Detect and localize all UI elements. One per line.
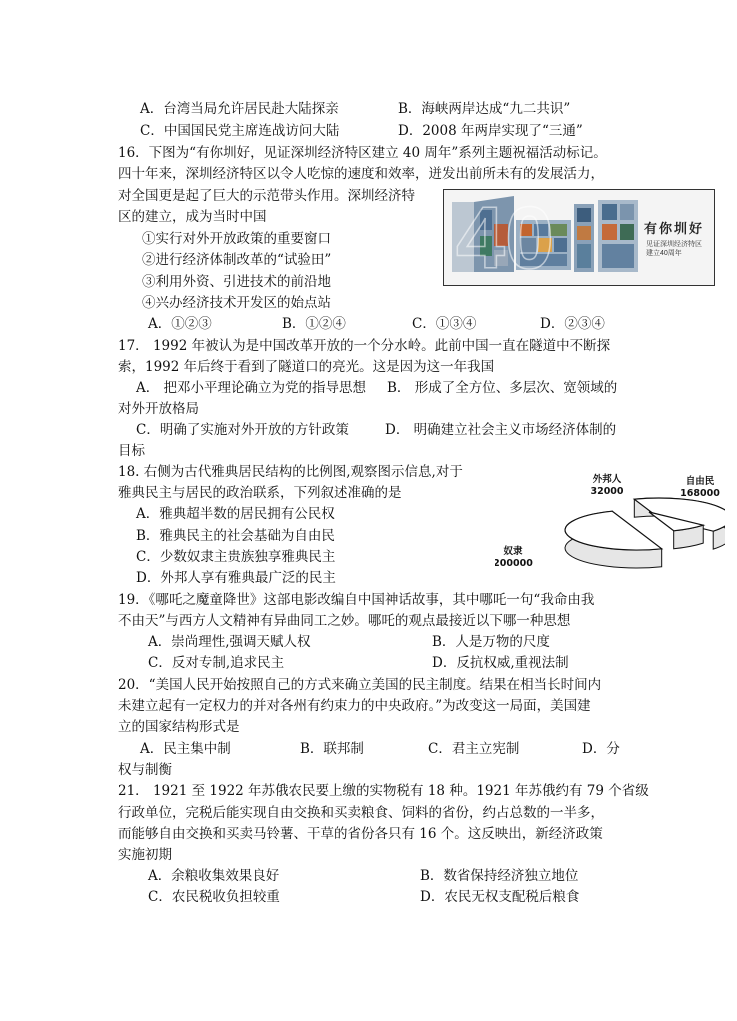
logo-slogan: 有你圳好	[644, 221, 705, 236]
q18-option-a: A．雅典超半数的居民拥有公民权	[136, 506, 335, 522]
q16-option-a: A．①②③	[148, 316, 212, 332]
q21-stem-line: 行政单位，完税后能实现自由交换和买卖粮食、饲料的省份，约占总数的一半多，	[118, 805, 604, 821]
pie-label-name: 奴隶	[503, 546, 523, 557]
q18-option-d: D．外邦人享有雅典最广泛的民主	[136, 570, 336, 586]
q20-option-c: C．君主立宪制	[428, 741, 520, 757]
q15-option-d: D．2008 年两岸实现了“三通”	[398, 123, 583, 139]
q18-stem-line: 雅典民主与居民的政治联系，下列叙述准确的是	[118, 485, 402, 501]
q16-item: ②进行经济体制改革的“试验田”	[142, 252, 332, 268]
q16-option-d: D．②③④	[540, 316, 605, 332]
q16-item: ①实行对外开放政策的重要窗口	[142, 231, 331, 247]
q19-option-b: B．人是万物的尺度	[432, 634, 550, 650]
pie-label-value: 168000	[680, 488, 720, 499]
q20-option-a: A．民主集中制	[140, 741, 231, 757]
logo-subtitle-1: 见证深圳经济特区	[646, 241, 702, 248]
q17-option-a: A． 把邓小平理论确立为党的指导思想	[136, 380, 367, 396]
q21-option-b: B．数省保持经济独立地位	[420, 868, 579, 884]
q17-stem-line: 17． 1992 年被认为是中国改革开放的一个分水岭。此前中国一直在隧道中不断探	[118, 338, 611, 354]
q16-stem-line: 对全国更是起了巨大的示范带头作用。深圳经济特	[118, 188, 415, 204]
logo-40-graphic	[444, 190, 714, 285]
q21-stem-line: 实施初期	[118, 847, 172, 863]
q17-option-b: B． 形成了全方位、多层次、宽领域的	[387, 380, 618, 396]
q19-option-c: C．反对专制,追求民主	[148, 655, 285, 671]
q20-stem-line: 未建立起有一定权力的并对各州有约束力的中央政府。”为改变这一局面，美国建	[118, 698, 591, 714]
q20-option-d-cont: 权与制衡	[118, 762, 172, 778]
q17-option-d: D． 明确建立社会主义市场经济体制的	[385, 422, 617, 438]
q17-option-b-cont: 对外开放格局	[118, 401, 199, 417]
q21-option-c: C．农民税收负担较重	[148, 889, 280, 905]
q17-stem-line: 索，1992 年后终于看到了隧道口的亮光。这是因为这一年我国	[118, 359, 495, 375]
q15-option-c: C．中国国民党主席连战访问大陆	[140, 123, 340, 139]
q19-stem-line: 不由天”与西方人文精神有异曲同工之妙。哪吒的观点最接近以下哪一种思想	[118, 613, 571, 629]
q15-option-a: A．台湾当局允许居民赴大陆探亲	[140, 101, 339, 117]
pie-label-value: 200000	[495, 558, 533, 569]
q16-stem-line: 16．下图为“有你圳好，见证深圳经济特区建立 40 周年”系列主题祝福活动标记。	[118, 145, 607, 161]
q19-stem-line: 19．《哪吒之魔童降世》这部电影改编自中国神话故事，其中哪吒一句“我命由我	[118, 592, 595, 608]
q20-option-d: D．分	[582, 741, 620, 757]
q21-stem-line: 21． 1921 至 1922 年苏俄农民要上缴的实物税有 18 种。1921 年苏俄约有 79 个省级	[118, 783, 649, 799]
q16-stem-line: 四十年来，深圳经济特区以令人吃惊的速度和效率，迸发出前所未有的发展活力，	[118, 166, 604, 182]
q18-option-c: C．少数奴隶主贵族独享雅典民主	[136, 549, 336, 565]
q16-item: ③利用外资、引进技术的前沿地	[142, 274, 331, 290]
athens-population-pie-chart	[495, 472, 725, 582]
q17-option-d-cont: 目标	[118, 443, 145, 459]
q20-stem-line: 20．“美国人民开始按照自己的方式来确立美国的民主制度。结果在相当长时间内	[118, 677, 602, 693]
q16-option-b: B．①②④	[282, 316, 346, 332]
q16-option-c: C．①③④	[412, 316, 477, 332]
logo-subtitle-2: 建立40周年	[646, 250, 682, 257]
pie-svg	[495, 472, 725, 582]
q18-option-b: B．雅典民主的社会基础为自由民	[136, 528, 335, 544]
q21-option-d: D．农民无权支配税后粮食	[420, 889, 580, 905]
pie-label-name: 外邦人	[592, 474, 622, 485]
q19-option-a: A．崇尚理性,强调天赋人权	[148, 634, 311, 650]
q20-option-b: B．联邦制	[300, 741, 364, 757]
q16-item: ④兴办经济技术开发区的始点站	[142, 295, 331, 311]
q18-stem-line: 18. 右侧为古代雅典居民结构的比例图,观察图示信息,对于	[118, 464, 463, 480]
logo-number: 40	[456, 190, 554, 285]
pie-label-name: 自由民	[685, 476, 715, 487]
q21-option-a: A．余粮收集效果良好	[148, 868, 280, 884]
q21-stem-line: 而能够自由交换和买卖马铃薯、干草的省份各只有 16 个。这反映出，新经济政策	[118, 826, 603, 842]
shenzhen-40-logo-figure	[443, 189, 715, 286]
pie-label-value: 32000	[590, 486, 624, 497]
q17-option-c: C．明确了实施对外开放的方针政策	[136, 422, 349, 438]
q19-option-d: D．反抗权威,重视法制	[432, 655, 569, 671]
q16-stem-line: 区的建立，成为当时中国	[118, 209, 267, 225]
q20-stem-line: 立的国家结构形式是	[118, 719, 240, 735]
q15-option-b: B．海峡两岸达成“九二共识”	[398, 101, 571, 117]
pie-slice-2	[565, 511, 662, 568]
